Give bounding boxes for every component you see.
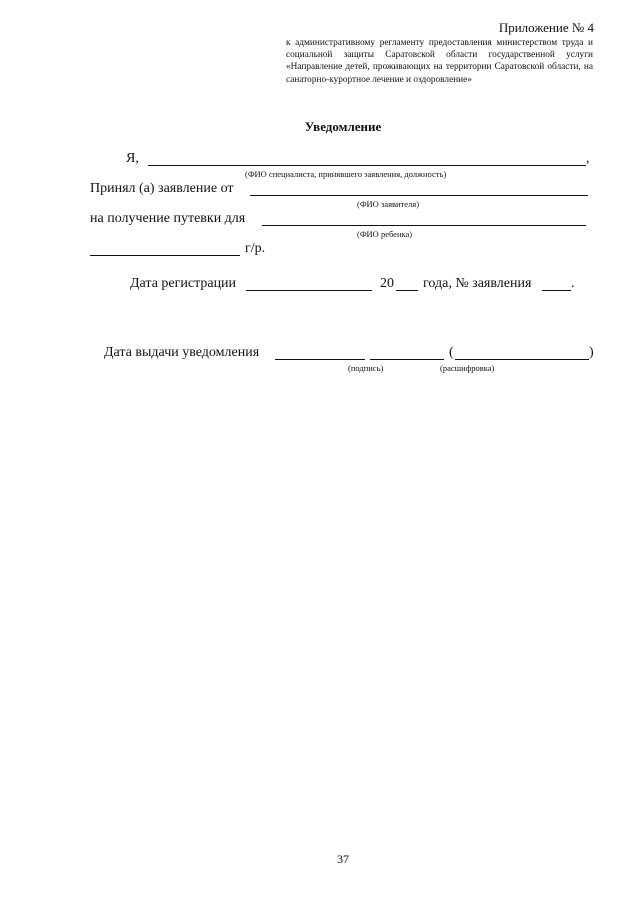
child-hint: (ФИО ребенка) [357, 229, 413, 239]
birth-suffix: г/р. [245, 241, 266, 256]
signature-blank[interactable] [370, 345, 444, 360]
signature-hint: (подпись) [348, 363, 384, 373]
specialist-prefix: Я, [126, 151, 139, 166]
applicant-blank[interactable] [250, 181, 588, 196]
appendix-text: к административному регламенту предоставления министерством труда и социальной защиты Саратовской области государственной услуги «Направление детей, проживающих на территории Саратовской области, на санаторно-курортное лечение и оздоровление» [286, 38, 593, 85]
appendix-title: Приложение № 4 [498, 20, 594, 35]
specialist-hint: (ФИО специалиста, принявшего заявления, должность) [245, 169, 447, 179]
child-blank[interactable] [262, 211, 586, 226]
registration-prefix: Дата регистрации [130, 276, 237, 291]
issue-close-paren: ) [589, 345, 594, 360]
issue-open-paren: ( [449, 345, 454, 360]
decoding-blank[interactable] [455, 345, 589, 360]
specialist-blank[interactable] [148, 151, 586, 166]
registration-year-blank[interactable] [396, 276, 418, 291]
application-number-blank[interactable] [542, 276, 571, 291]
registration-year-prefix: 20 [380, 276, 394, 291]
applicant-prefix: Принял (а) заявление от [90, 181, 234, 196]
registration-suffix: . [571, 276, 575, 291]
issue-prefix: Дата выдачи уведомления [104, 345, 260, 360]
birth-year-blank[interactable] [90, 241, 240, 256]
applicant-hint: (ФИО заявителя) [357, 199, 420, 209]
specialist-suffix: , [586, 151, 590, 166]
registration-middle: года, № заявления [423, 276, 532, 291]
registration-date-blank[interactable] [246, 276, 372, 291]
page-number: 37 [337, 852, 349, 866]
child-prefix: на получение путевки для [90, 211, 246, 226]
decoding-hint: (расшифровка) [440, 363, 495, 373]
issue-date-blank[interactable] [275, 345, 365, 360]
document-heading: Уведомление [304, 119, 382, 134]
